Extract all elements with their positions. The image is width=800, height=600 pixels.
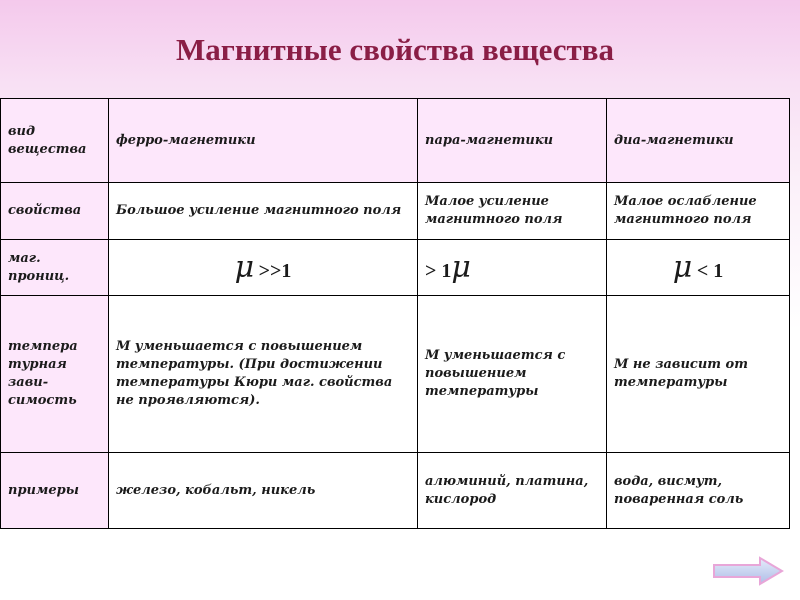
cell-dia-examples: вода, висмут, поваренная соль — [607, 453, 790, 529]
cell-para-permeability — [418, 240, 607, 296]
cell-dia-temperature: М не зависит от температуры — [607, 296, 790, 453]
cell-dia-properties: Малое ослабление магнитного поля — [607, 183, 790, 240]
cell-para-properties: Малое усиление магнитного поля — [418, 183, 607, 240]
table-row — [1, 453, 790, 529]
col-header-dia: диа-магнетики — [607, 99, 790, 183]
table-header-row — [1, 99, 790, 183]
row-label-type: вид вещества — [1, 99, 109, 183]
table-row — [1, 183, 790, 240]
col-header-para: пара-магнетики — [418, 99, 607, 183]
cell-ferro-properties: Большое усиление магнитного поля — [109, 183, 418, 240]
cell-ferro-temperature: М уменьшается с повышением температуры. (При достижении температуры Кюри маг. свойства не проявляются). — [109, 296, 418, 453]
cell-dia-permeability — [607, 240, 790, 296]
row-label-temperature: темпера турная зави- симость — [1, 296, 109, 453]
mu-symbol: μ — [234, 249, 255, 285]
cell-ferro-examples: железо, кобальт, никель — [109, 453, 418, 529]
table-row — [1, 240, 790, 296]
cell-para-temperature: М уменьшается с повышением температуры — [418, 296, 607, 453]
next-arrow-icon[interactable] — [712, 556, 784, 586]
table-row — [1, 296, 790, 453]
row-label-properties: свойства — [1, 183, 109, 240]
row-label-examples: примеры — [1, 453, 109, 529]
properties-table — [0, 98, 790, 529]
col-header-ferro: ферро-магнетики — [109, 99, 418, 183]
mu-symbol: μ — [672, 249, 693, 285]
ferro-relation: >>1 — [258, 259, 292, 282]
page-title: Магнитные свойства вещества — [175, 32, 615, 67]
para-relation: > 1 — [425, 259, 452, 282]
cell-para-examples: алюминий, платина, кислород — [418, 453, 607, 529]
cell-ferro-permeability — [109, 240, 418, 296]
dia-relation: < 1 — [696, 259, 724, 282]
mu-symbol: μ — [451, 249, 471, 285]
row-label-permeability: маг. прониц. — [1, 240, 109, 296]
